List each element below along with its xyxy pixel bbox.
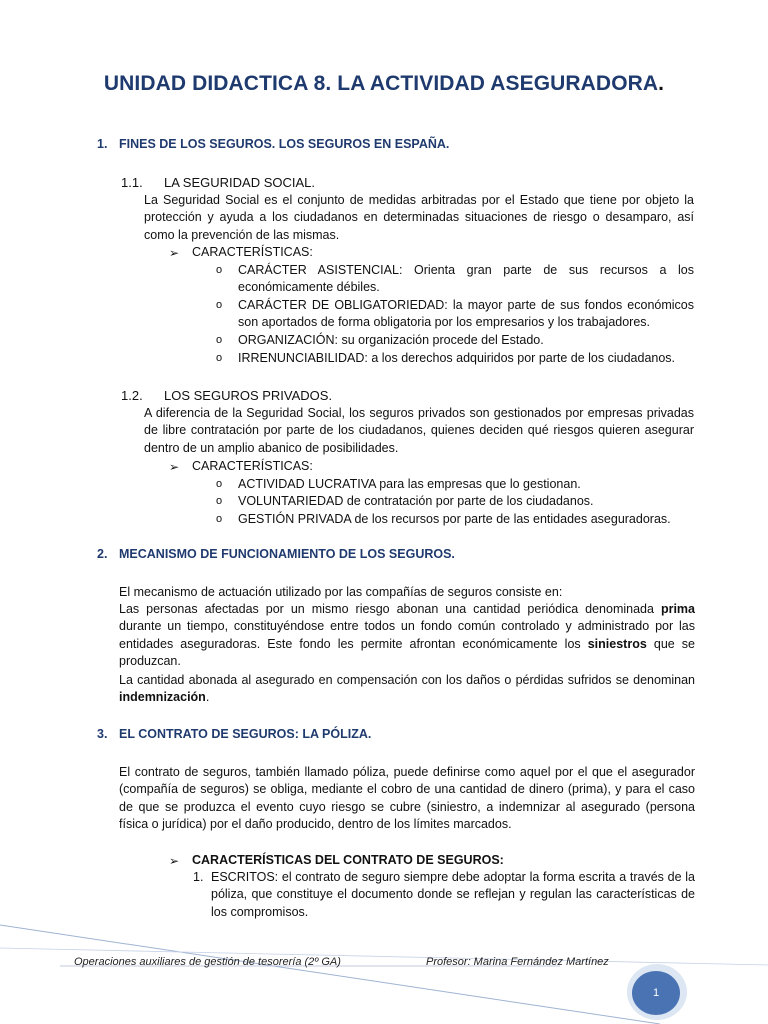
bullet-label-contrato: CARACTERÍSTICAS DEL CONTRATO DE SEGUROS:: [192, 853, 504, 867]
list-item: CARÁCTER DE OBLIGATORIEDAD: la mayor parte de sus fondos económicos son aportados de forma obligatoria por los empresarios y los trabajadores.: [238, 298, 694, 330]
page-number: 1: [652, 987, 660, 999]
list-item-escritos: ESCRITOS: el contrato de seguro siempre debe adoptar la forma escrita a través de la póliza, que constituye el documento donde se reflejan y regulan las características de los compromisos.: [211, 870, 695, 919]
page-title: UNIDAD DIDACTICA 8. LA ACTIVIDAD ASEGURADORA.: [103, 72, 665, 95]
circle-bullet-icon: o: [216, 299, 223, 311]
circle-bullet-icon: o: [216, 513, 223, 525]
paragraph-mecanismo-prima: Las personas afectadas por un mismo riesgo abonan una cantidad periódica denominada prima durante un tiempo, constituyéndose entre todos un fondo común controlado y administrado por las entidades aseguradoras. Este fondo les permite afrontan económicamente los siniestros que se produzcan.: [119, 602, 695, 669]
paragraph-contrato: El contrato de seguros, también llamado póliza, puede definirse como aquel por el que el asegurador (compañía de seguros) se obliga, mediante el cobro de una cantidad de dinero (prima), y para el caso de que se produzca el evento cuyo riesgo se cubre (siniestro, a indemnizar al asegurado (persona física o jurídica) por el daño producido, dentro de los límites marcados.: [119, 765, 695, 832]
arrow-bullet-icon: ➢: [169, 246, 180, 260]
footer-line: [0, 925, 660, 1024]
circle-bullet-icon: o: [216, 264, 223, 276]
paragraph-mecanismo-indemnizacion: La cantidad abonada al asegurado en compensación con los daños o pérdidas sufridos se denominan indemnización.: [119, 673, 695, 705]
circle-bullet-icon: o: [216, 478, 223, 490]
footer-teacher: Profesor: Marina Fernández Martínez: [426, 956, 609, 968]
circle-bullet-icon: o: [216, 495, 223, 507]
list-item: IRRENUNCIABILIDAD: a los derechos adquiridos por parte de los ciudadanos.: [238, 351, 676, 365]
section-heading-3: 3. EL CONTRATO DE SEGUROS: LA PÓLIZA.: [97, 727, 372, 741]
list-item: GESTIÓN PRIVADA de los recursos por parte de las entidades aseguradoras.: [238, 512, 671, 526]
list-item: VOLUNTARIEDAD de contratación por parte de los ciudadanos.: [238, 494, 594, 508]
paragraph-seguros-privados: A diferencia de la Seguridad Social, los seguros privados son gestionados por empresas privadas de libre contratación por parte de los ciudadanos, quienes deciden qué riesgos quieren asegurar dentro de un amplio abanico de posibilidades.: [144, 406, 694, 455]
section-heading-2: 2. MECANISMO DE FUNCIONAMIENTO DE LOS SEGUROS.: [97, 547, 455, 561]
paragraph-seguridad-social: La Seguridad Social es el conjunto de medidas arbitradas por el Estado que tiene por objeto la protección y ayuda a los ciudadanos en determinadas situaciones de riesgo o desamparo, así como la prevención de las mismas.: [144, 193, 694, 242]
paragraph-mecanismo-intro: El mecanismo de actuación utilizado por las compañías de seguros consiste en:: [119, 585, 563, 599]
subsection-heading-1-1: 1.1. LA SEGURIDAD SOCIAL.: [121, 175, 315, 190]
section-heading-1: 1. FINES DE LOS SEGUROS. LOS SEGUROS EN ESPAÑA.: [97, 137, 450, 151]
circle-bullet-icon: o: [216, 334, 223, 346]
list-item: ORGANIZACIÓN: su organización procede del Estado.: [238, 333, 544, 347]
list-item: ACTIVIDAD LUCRATIVA para las empresas que lo gestionan.: [238, 477, 581, 491]
subsection-heading-1-2: 1.2. LOS SEGUROS PRIVADOS.: [121, 388, 333, 403]
bullet-label: CARACTERÍSTICAS:: [192, 459, 313, 473]
footer-course: Operaciones auxiliares de gestión de tesorería (2º GA): [74, 956, 341, 968]
list-item: CARÁCTER ASISTENCIAL: Orienta gran parte de sus recursos a los económicamente débiles.: [238, 263, 694, 295]
circle-bullet-icon: o: [216, 352, 223, 364]
arrow-bullet-icon: ➢: [169, 854, 180, 868]
arrow-bullet-icon: ➢: [169, 460, 180, 474]
bullet-label: CARACTERÍSTICAS:: [192, 245, 313, 259]
list-number: 1.: [193, 870, 204, 884]
